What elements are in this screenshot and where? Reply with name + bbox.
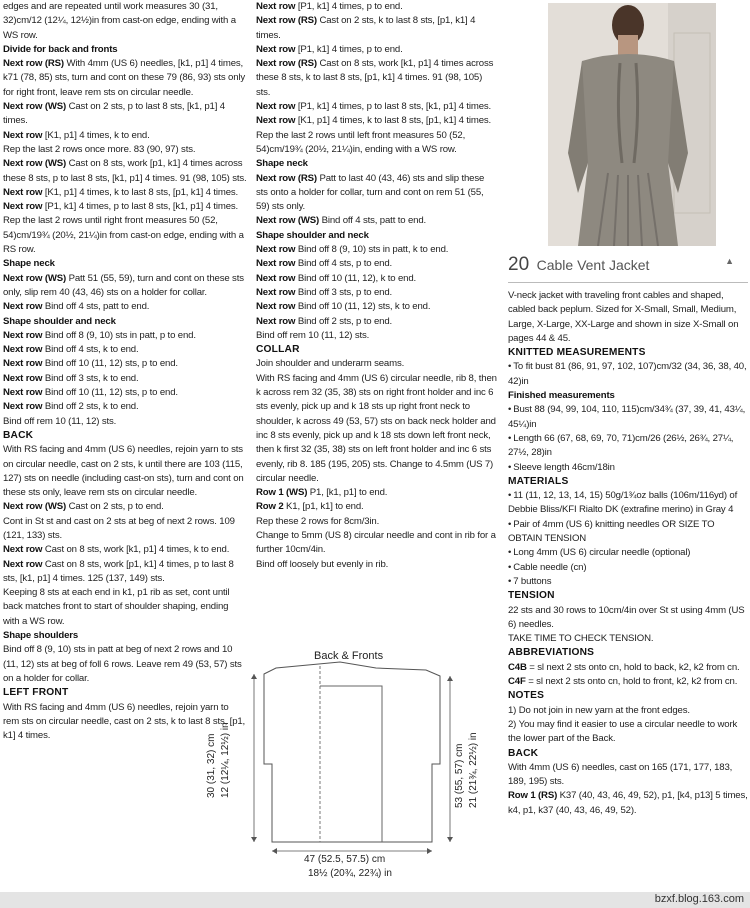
row-label: Next row xyxy=(3,358,43,370)
instruction-row xyxy=(256,257,498,271)
row-text: Cast on 8 sts, work [p1, k1] 4 times, p to last 8 sts, [k1, p1] 4 times. 125 (137, 149) sts. xyxy=(3,558,234,584)
paragraph: Bind off rem 10 (11, 12) sts. xyxy=(3,415,117,427)
row-text: Bind off 4 sts, patt to end. xyxy=(319,215,427,227)
column-2 xyxy=(256,0,498,572)
instruction-row xyxy=(256,315,498,329)
row-label: C4F xyxy=(508,676,526,688)
row-text: Bind off 8 (9, 10) sts in patt, p to end. xyxy=(42,329,196,341)
row-label: Next row (WS) xyxy=(3,101,67,113)
row-label: Next row xyxy=(3,387,43,399)
section-heading: COLLAR xyxy=(256,344,300,356)
section-heading: MATERIALS xyxy=(508,475,569,487)
instruction-row xyxy=(3,100,247,129)
bullet-item: • To fit bust 81 (86, 91, 97, 102, 107)cm/32 (34, 36, 38, 40, 42)in xyxy=(508,360,748,389)
column-3-text xyxy=(508,289,748,818)
instruction-row xyxy=(3,372,247,386)
width-label-in: 18½ (20¾, 22¾) in xyxy=(308,868,392,879)
right-label-in: 21 (21¾, 22½) in xyxy=(468,732,479,808)
row-text: Bind off 4 sts, k to end. xyxy=(42,344,139,356)
section-heading: TENSION xyxy=(508,590,555,602)
row-label: Next row xyxy=(256,286,296,298)
row-label: Next row xyxy=(3,401,43,413)
instruction-row xyxy=(256,43,498,57)
row-label: Next row (WS) xyxy=(3,158,67,170)
row-label: Next row xyxy=(256,43,296,55)
row-text: = sl next 2 sts onto cn, hold to back, k2, k2 from cn. xyxy=(526,661,740,673)
arrow-icon: ▲ xyxy=(725,256,734,266)
row-label: Next row (WS) xyxy=(3,272,67,284)
row-label: Next row xyxy=(3,301,43,313)
row-text: Bind off 3 sts, k to end. xyxy=(42,372,139,384)
row-text: [P1, k1] 4 times, p to end. xyxy=(295,1,403,12)
left-label-cm: 30 (31, 32) cm xyxy=(206,733,217,798)
row-text: Cast on 2 sts, p to last 8 sts, [k1, p1] 4 times. xyxy=(3,101,225,127)
row-text: Bind off 10 (11, 12) sts, p to end. xyxy=(42,387,178,399)
paragraph: TAKE TIME TO CHECK TENSION. xyxy=(508,633,654,645)
row-label: C4B xyxy=(508,661,527,673)
instruction-row xyxy=(256,272,498,286)
instruction-row xyxy=(256,500,498,514)
row-label: Row 1 (RS) xyxy=(508,790,558,802)
pattern-number: 20 xyxy=(508,254,530,275)
row-label: Row 2 xyxy=(256,501,284,513)
watermark-text: bzxf.blog.163.com xyxy=(654,893,744,905)
paragraph: With RS facing and 4mm (US 6) needles, rejoin yarn to rem sts on circular needle, cast on 2 sts, k to last 8 sts, [p1, k1] 4 times. xyxy=(3,701,246,742)
row-text: [K1, p1] 4 times, k to end. xyxy=(42,129,150,141)
section-heading: NOTES xyxy=(508,690,545,702)
subheading: Shape neck xyxy=(256,158,308,170)
row-text: Cast on 2 sts, k to last 8 sts, [p1, k1] 4 times. xyxy=(256,15,476,41)
row-text: Bind off 8 (9, 10) sts in patt, k to end. xyxy=(295,244,449,256)
jacket-photo xyxy=(548,3,716,246)
row-text: Bind off 10 (11, 12) sts, p to end. xyxy=(42,358,178,370)
row-text: [K1, p1] 4 times, k to last 8 sts, [p1, k1] 4 times. xyxy=(295,115,492,127)
instruction-row xyxy=(3,186,247,200)
instruction-row xyxy=(3,329,247,343)
instruction-row xyxy=(256,57,498,100)
column-2-text xyxy=(256,0,498,572)
bullet-item: • Long 4mm (US 6) circular needle (optional) xyxy=(508,546,748,560)
instruction-row xyxy=(256,214,498,228)
instruction-row xyxy=(3,500,247,514)
row-label: Row 1 (WS) xyxy=(256,487,308,499)
row-label: Next row (WS) xyxy=(3,501,67,513)
subheading: Finished measurements xyxy=(508,390,615,402)
subheading: Shape shoulder and neck xyxy=(256,229,369,241)
row-label: Next row xyxy=(256,258,296,270)
bullet-item: • 7 buttons xyxy=(508,575,748,589)
instruction-row xyxy=(3,57,247,100)
row-label: Next row (RS) xyxy=(256,58,317,70)
section-heading: BACK xyxy=(508,747,539,759)
instruction-row xyxy=(3,543,247,557)
row-text: Bind off 4 sts, p to end. xyxy=(295,258,393,270)
instruction-row xyxy=(256,100,498,114)
paragraph: Bind off rem 10 (11, 12) sts. xyxy=(256,329,370,341)
subheading: Shape shoulder and neck xyxy=(3,315,116,327)
subheading: Shape neck xyxy=(3,258,55,270)
row-label: Next row xyxy=(256,244,296,256)
section-heading: LEFT FRONT xyxy=(3,687,69,699)
instruction-row xyxy=(256,0,498,14)
paragraph: 2) You may find it easier to use a circular needle to work the lower part of the Back. xyxy=(508,718,738,745)
paragraph: With RS facing and 4mm (US 6) circular needle, rib 8, then k across rem 32 (35, 38) sts on right front holder and inc 6 sts evenly, pick up and k 18 sts up right front neck to shoulder, k across 49 (53, 57) sts on back neck holder and inc 8 sts evenly, pick up and k 18 sts down left front neck, then k first 32 (35, 38) sts on left front holder and inc 6 sts evenly, rib 8. 185 (195, 205) sts. Change to 4.5mm (US 7) circular needle. xyxy=(256,372,497,484)
row-label: Next row xyxy=(3,129,43,141)
instruction-row xyxy=(3,400,247,414)
pattern-title xyxy=(508,254,748,283)
section-heading: KNITTED MEASUREMENTS xyxy=(508,347,646,359)
paragraph: Bind off 8 (9, 10) sts in patt at beg of next 2 rows and 10 (11, 12) sts at beg of foll 6 rows. Leave rem 49 (53, 57) sts on a holder for collar. xyxy=(3,644,242,684)
row-label: Next row xyxy=(3,329,43,341)
row-text: With 4mm (US 6) needles, [k1, p1] 4 times, k71 (78, 85) sts, turn and cont on these 79 (86, 93) sts only for right front, leave rem sts on circular needle. xyxy=(3,58,246,98)
bullet-item: • Pair of 4mm (US 6) knitting needles OR SIZE TO OBTAIN TENSION xyxy=(508,518,748,547)
row-label: Next row xyxy=(256,115,296,127)
instruction-row xyxy=(3,558,247,587)
paragraph: edges and are repeated until work measures 30 (31, 32)cm/12 (12¼, 12½)in from cast-on edge, ending with a WS row. xyxy=(3,1,236,41)
paragraph: With 4mm (US 6) needles, cast on 165 (171, 177, 183, 189, 195) sts. xyxy=(508,761,733,788)
paragraph: Rep the last 2 rows once more. 83 (90, 97) sts. xyxy=(3,143,196,155)
paragraph: Rep the last 2 rows until right front measures 50 (52, 54)cm/19¾ (20½, 21¼)in from cast-on edge, ending with a RS row. xyxy=(3,215,244,256)
instruction-row xyxy=(256,286,498,300)
paragraph: Keeping 8 sts at each end in k1, p1 rib as set, cont until back matches front to start of shoulder shaping, ending with a WS row. xyxy=(3,587,230,627)
instruction-row xyxy=(508,789,748,818)
paragraph: Bind off loosely but evenly in rib. xyxy=(256,558,389,570)
row-label: Next row xyxy=(256,301,296,313)
row-text: [P1, k1] 4 times, p to end. xyxy=(295,43,403,55)
row-text: K1, [p1, k1] to end. xyxy=(283,501,364,513)
instruction-row xyxy=(3,129,247,143)
instruction-row xyxy=(256,243,498,257)
paragraph: 22 sts and 30 rows to 10cm/4in over St st using 4mm (US 6) needles. xyxy=(508,604,745,630)
paragraph: V-neck jacket with traveling front cables and shaped, cabled back peplum. Sized for X-Small, Small, Medium, Large, X-Large, XX-Large and shown in size X-Small on pages 44 & 45. xyxy=(508,290,739,344)
instruction-row xyxy=(256,114,498,128)
bullet-item: • Cable needle (cn) xyxy=(508,561,748,575)
row-text: Bind off 2 sts, p to end. xyxy=(295,315,393,327)
column-1-text xyxy=(3,0,247,743)
instruction-row xyxy=(3,343,247,357)
row-label: Next row (RS) xyxy=(3,58,64,70)
diagram-title: Back & Fronts xyxy=(314,650,384,662)
instruction-row xyxy=(3,386,247,400)
instruction-row xyxy=(3,157,247,186)
instruction-row xyxy=(3,200,247,214)
instruction-row xyxy=(256,14,498,43)
row-text: = sl next 2 sts onto cn, hold to front, k2, k2 from cn. xyxy=(525,676,738,688)
bullet-item: • Bust 88 (94, 99, 104, 110, 115)cm/34¾ (37, 39, 41, 43¼, 45¼)in xyxy=(508,403,748,432)
paragraph: With RS facing and 4mm (US 6) needles, rejoin yarn to sts on circular needle, cast on 2 sts, k until there are 103 (115, 127) sts on needle (including cast-on sts), turn and cont on these sts only, leave rem sts on circular needle. xyxy=(3,444,244,499)
row-text: Bind off 2 sts, k to end. xyxy=(42,401,139,413)
row-label: Next row xyxy=(3,344,43,356)
row-label: Next row xyxy=(3,201,43,213)
instruction-row xyxy=(256,486,498,500)
bullet-item: • Sleeve length 46cm/18in xyxy=(508,461,748,475)
row-text: Bind off 3 sts, p to end. xyxy=(295,286,393,298)
jacket-photo-illustration xyxy=(548,3,716,246)
paragraph: Rep the last 2 rows until left front measures 50 (52, 54)cm/19¾ (20½, 21¼)in, ending with a WS row. xyxy=(256,129,466,155)
row-text: Cast on 8 sts, work [k1, p1] 4 times across these 8 sts, k to last 8 sts, [p1, k1] 4 times. 91 (98, 105) sts. xyxy=(256,58,494,98)
subheading: Shape shoulders xyxy=(3,630,79,642)
schematic-diagram xyxy=(206,648,498,908)
row-text: Cast on 8 sts, work [k1, p1] 4 times, k to end. xyxy=(42,544,230,556)
footer-bar xyxy=(0,892,750,908)
column-3 xyxy=(508,289,748,818)
row-label: Next row xyxy=(256,272,296,284)
bullet-item: • Length 66 (67, 68, 69, 70, 71)cm/26 (26½, 26¾, 27¼, 27½, 28)in xyxy=(508,432,748,461)
row-label: Next row xyxy=(3,558,43,570)
row-text: Patt 51 (55, 59), turn and cont on these sts only, slip rem 40 (43, 46) sts on a holder for collar. xyxy=(3,272,244,298)
row-text: Cast on 2 sts, p to end. xyxy=(66,501,164,513)
row-label: Next row (WS) xyxy=(256,215,320,227)
section-heading: ABBREVIATIONS xyxy=(508,647,595,659)
row-text: Bind off 10 (11, 12), k to end. xyxy=(295,272,417,284)
column-1 xyxy=(3,0,247,743)
row-label: Next row xyxy=(256,1,296,12)
row-label: Next row xyxy=(3,372,43,384)
pattern-name: Cable Vent Jacket xyxy=(536,257,650,273)
row-label: Next row xyxy=(256,315,296,327)
paragraph: Cont in St st and cast on 2 sts at beg of next 2 rows. 109 (121, 133) sts. xyxy=(3,515,235,541)
width-label-cm: 47 (52.5, 57.5) cm xyxy=(304,854,386,865)
right-label-cm: 53 (55, 57) cm xyxy=(454,743,465,808)
instruction-row xyxy=(256,300,498,314)
row-label: Next row (RS) xyxy=(256,172,317,184)
row-text: [P1, k1] 4 times, p to last 8 sts, [k1, p1] 4 times. xyxy=(295,101,492,113)
instruction-row xyxy=(3,357,247,371)
paragraph: Change to 5mm (US 8) circular needle and cont in rib for a further 10cm/4in. xyxy=(256,529,496,556)
instruction-row xyxy=(508,661,748,675)
paragraph: Rep these 2 rows for 8cm/3in. xyxy=(256,515,380,527)
left-label-in: 12 (12¼, 12½) in xyxy=(220,722,231,798)
section-heading: BACK xyxy=(3,429,34,441)
row-text: Cast on 8 sts, work [p1, k1] 4 times across these 8 sts, p to last 8 sts, [k1, p1] 4 times. 91 (98, 105) sts. xyxy=(3,158,247,184)
row-label: Next row (RS) xyxy=(256,15,317,27)
row-label: Next row xyxy=(3,544,43,556)
row-text: K37 (40, 43, 46, 49, 52), p1, [k4, p13] 5 times, k4, p1, k37 (40, 43, 46, 49, 52). xyxy=(508,790,748,816)
row-text: Bind off 4 sts, patt to end. xyxy=(42,301,150,313)
row-text: [K1, p1] 4 times, k to last 8 sts, [p1, k1] 4 times. xyxy=(42,186,239,198)
row-text: Patt to last 40 (43, 46) sts and slip these sts onto a holder for collar, turn and cont on rem 51 (55, 59) sts only. xyxy=(256,172,485,213)
instruction-row xyxy=(256,172,498,215)
instruction-row xyxy=(3,300,247,314)
row-label: Next row xyxy=(256,101,296,113)
row-label: Next row xyxy=(3,186,43,198)
row-text: P1, [k1, p1] to end. xyxy=(307,487,388,499)
row-text: Bind off 10 (11, 12) sts, k to end. xyxy=(295,301,431,313)
subheading: Divide for back and fronts xyxy=(3,43,118,55)
paragraph: 1) Do not join in new yarn at the front edges. xyxy=(508,704,690,716)
instruction-row xyxy=(3,272,247,301)
row-text: [P1, k1] 4 times, p to last 8 sts, [k1, p1] 4 times. xyxy=(42,201,239,213)
paragraph: Join shoulder and underarm seams. xyxy=(256,358,405,370)
instruction-row xyxy=(508,675,748,689)
bullet-item: • 11 (11, 12, 13, 14, 15) 50g/1¾oz balls (106m/116yd) of Debbie Bliss/KFI Rialto DK (extrafine merino) in Gray 4 xyxy=(508,489,748,518)
